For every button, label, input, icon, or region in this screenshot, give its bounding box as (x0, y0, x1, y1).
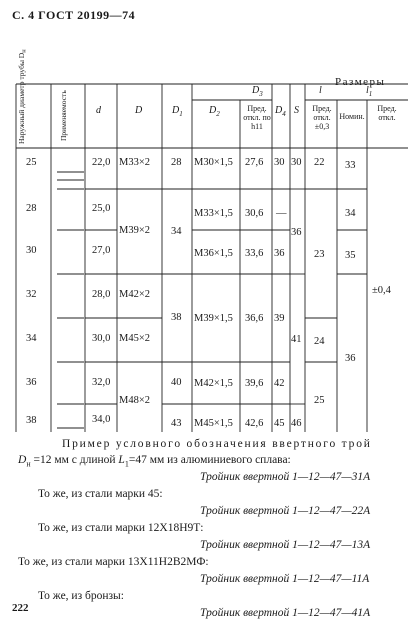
cell-l: 24 (314, 336, 325, 347)
cell-D: М45×2 (119, 333, 151, 344)
cell-d: 22,0 (92, 157, 111, 168)
cell-d: 25,0 (92, 203, 111, 214)
col-applicability: Применяемость (59, 90, 68, 142)
cell-D4: 42 (274, 378, 285, 389)
col-l1-nominal: Номин. (339, 112, 365, 121)
page-number: 222 (12, 602, 29, 614)
cell-d: 27,0 (92, 245, 111, 256)
example-text-4: То же, из стали марки 13Х11Н2В2МФ: (18, 556, 209, 568)
col-outer-diameter: Наружный диаметр трубы $D_н$ (17, 49, 28, 144)
cell-d: 28,0 (92, 289, 111, 300)
designation-3: Тройник ввертной 1—12—47—13А (200, 539, 371, 551)
cell-l1: 35 (345, 250, 356, 261)
example-line2: $D_н =12$ мм с длиной $L_1=47$ мм из алюминиевого сплава: (18, 454, 291, 469)
cell-D3: 39,6 (245, 378, 264, 389)
cell-dn: 25 (26, 157, 37, 168)
page-header: С. 4 ГОСТ 20199—74 (12, 8, 136, 22)
cell-d: 30,0 (92, 333, 111, 344)
cell-D2: М39×1,5 (194, 313, 233, 324)
cell-D4: 36 (274, 248, 285, 259)
cell-S: 46 (291, 418, 302, 429)
col-D3-tolerance: Пред. откл. по h11 (243, 104, 271, 131)
designation-1: Тройник ввертной 1—12—47—31А (200, 471, 371, 483)
designation-5: Тройник ввертной 1—12—47—41А (200, 607, 371, 619)
cell-D1-merged: 38 (171, 312, 182, 323)
cell-S: 30 (291, 157, 302, 168)
cell-D2: М42×1,5 (194, 378, 233, 389)
example-text-5: То же, из бронзы: (38, 590, 124, 602)
cell-S-merged: 41 (291, 334, 302, 345)
cell-D3: 30,6 (245, 208, 264, 219)
cell-d: 32,0 (92, 377, 111, 388)
cell-D2: М30×1,5 (194, 157, 233, 168)
example-text-2: То же, из стали марки 45: (38, 488, 163, 500)
cell-l1-merged: 36 (345, 353, 356, 364)
cell-D4: 45 (274, 418, 285, 429)
col-D1: $D_1$ (172, 105, 183, 118)
cell-dn: 36 (26, 377, 37, 388)
col-l-tolerance: Пред. откл. ±0,3 (312, 104, 332, 131)
designation-2: Тройник ввертной 1—12—47—22А (200, 505, 371, 517)
cell-l: 25 (314, 395, 325, 406)
cell-l: 22 (314, 157, 325, 168)
cell-D1: 43 (171, 418, 182, 429)
cell-D3: 36,6 (245, 313, 264, 324)
cell-D2: М45×1,5 (194, 418, 233, 429)
col-D2: $D_2$ (209, 105, 220, 118)
cell-D-merged: М39×2 (119, 225, 151, 236)
cell-dn: 30 (26, 245, 37, 256)
example-text-3: То же, из стали марки 12Х18Н9Т: (38, 522, 204, 534)
col-d: d (96, 105, 101, 116)
cell-D: М33×2 (119, 157, 151, 168)
cell-l1-tolerance: ±0,4 (372, 285, 391, 296)
cell-dn: 34 (26, 333, 37, 344)
cell-l1: 34 (345, 208, 356, 219)
designation-4: Тройник ввертной 1—12—47—11А (200, 573, 370, 585)
cell-D: М42×2 (119, 289, 151, 300)
cell-dn: 32 (26, 289, 37, 300)
cell-D4: 30 (274, 157, 285, 168)
col-D3: $D_3$ (252, 85, 263, 98)
cell-D4: — (276, 208, 287, 219)
cell-dn: 38 (26, 415, 37, 426)
example-line1: Пример условного обозначения ввертного трой (62, 438, 372, 450)
cell-D-merged: М48×2 (119, 395, 151, 406)
cell-D2: М33×1,5 (194, 208, 233, 219)
cell-D3: 42,6 (245, 418, 264, 429)
cell-D4: 39 (274, 313, 285, 324)
cell-D1: 40 (171, 377, 182, 388)
col-D: D (135, 105, 143, 116)
col-l1-tolerance: Пред. откл. (377, 104, 397, 122)
cell-D3: 33,6 (245, 248, 264, 259)
cell-D1-merged: 34 (171, 226, 182, 237)
col-S: S (294, 105, 299, 116)
cell-l: 23 (314, 249, 325, 260)
cell-D3: 27,6 (245, 157, 264, 168)
cell-D1: 28 (171, 157, 182, 168)
col-D4: $D_4$ (275, 105, 286, 118)
col-l1: $l_1$ (366, 85, 373, 98)
cell-l1: 33 (345, 160, 356, 171)
cell-S-merged: 36 (291, 227, 302, 238)
col-l: l (319, 85, 322, 96)
cell-d: 34,0 (92, 414, 111, 425)
cell-dn: 28 (26, 203, 37, 214)
cell-D2: М36×1,5 (194, 248, 233, 259)
units-label: Размеры (335, 76, 386, 88)
